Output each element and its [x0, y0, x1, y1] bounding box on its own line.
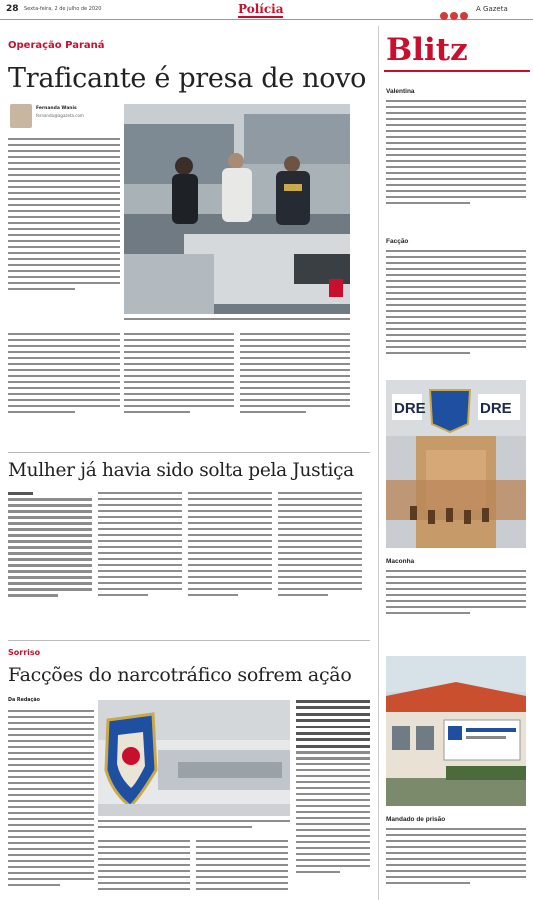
story3-kicker: Sorriso: [8, 648, 41, 657]
page-number: 28: [6, 4, 19, 14]
sidebar-text-4: [386, 828, 526, 896]
story2-column-4: [278, 492, 362, 620]
story3-column-2: [98, 840, 190, 896]
story3-column-3: [196, 840, 288, 896]
sidebar-photo-2: [386, 656, 526, 806]
sidebar-photo-1: [386, 380, 526, 548]
sidebar-text-1: [386, 100, 526, 220]
divider: [8, 640, 370, 641]
sidebar-title: Blitz: [386, 32, 468, 68]
divider: [8, 452, 370, 453]
sidebar-head-2: Facção: [386, 238, 409, 245]
byline-name: Fernanda Wanis: [36, 106, 77, 111]
story3-column-4: [296, 700, 370, 896]
story1-kicker: Operação Paraná: [8, 40, 105, 51]
story3-column-1: [8, 710, 94, 896]
sidebar-text-2: [386, 250, 526, 368]
story1-column-3: [240, 333, 350, 435]
story2-column-2: [98, 492, 182, 620]
section-title: Polícia: [238, 2, 284, 16]
story1-column-2: [124, 333, 234, 435]
story1-headline: Traficante é presa de novo: [8, 63, 367, 94]
story2-column-3: [188, 492, 272, 620]
svg-text:DRE: DRE: [480, 400, 512, 417]
story3-headline: Facções do narcotráfico sofrem ação: [8, 664, 352, 686]
story2-column-1: [8, 492, 92, 620]
story2-headline: Mulher já havia sido solta pela Justiça: [8, 460, 354, 481]
story3-photo-caption: [98, 820, 290, 834]
sidebar-title-rule: [384, 70, 530, 72]
brand-logo: A Gazeta: [476, 5, 508, 13]
story1-photo-caption: [124, 318, 350, 324]
story1-photo: [124, 104, 350, 314]
svg-text:DRE: DRE: [394, 400, 426, 417]
sidebar-text-3: [386, 570, 526, 630]
story3-byline: Da Redação: [8, 698, 40, 703]
story3-photo: [98, 700, 290, 816]
byline-avatar: [10, 104, 32, 128]
story1-column-1: [8, 138, 120, 328]
story1-column-1b: [8, 333, 120, 435]
sidebar-head-3: Maconha: [386, 558, 415, 565]
brand-dots-icon: [440, 5, 470, 24]
sidebar-head-1: Valentina: [386, 88, 415, 95]
byline-role: fernanda@agazeta.com: [36, 113, 84, 118]
page-date: Sexta-feira, 2 de julho de 2020: [24, 6, 102, 12]
sidebar-head-4: Mandado de prisão: [386, 816, 446, 823]
